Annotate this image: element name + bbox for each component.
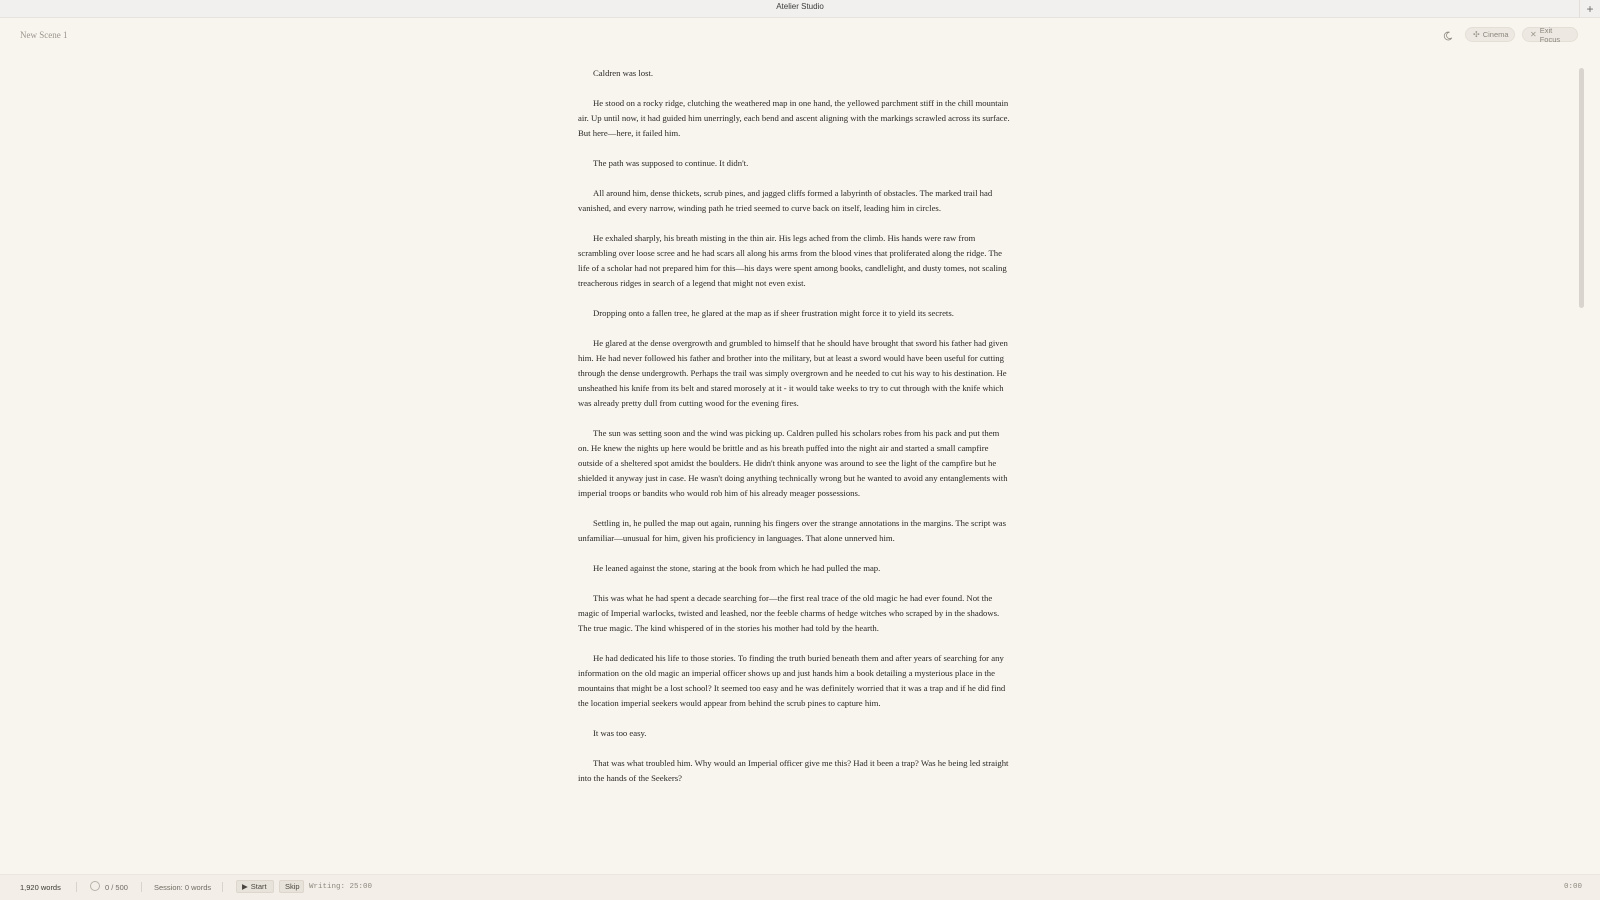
- manuscript-paragraph[interactable]: The sun was setting soon and the wind was picking up. Caldren pulled his scholars robes from his pack and put them on. He knew the nights up here would be brittle and as his breath puffed into the night air and started a small campfire outside of a sheltered spot amidst the boulders. He didn't think anyone was around to see the light of the campfire but he shielded it anyway just in case. He wasn't doing anything technically wrong but he wanted to avoid any entanglements with imperial troops or bandits who would rob him of his already meager possessions.: [578, 428, 1008, 498]
- focus-header: [0, 18, 1600, 52]
- manuscript-paragraph[interactable]: Settling in, he pulled the map out again, running his fingers over the strange annotations in the margins. The script was unfamiliar—unusual for him, given his proficiency in languages. That alone unnerved him.: [578, 518, 1006, 543]
- play-icon: ▶: [242, 882, 248, 891]
- moon-icon[interactable]: [1441, 29, 1455, 43]
- word-goal[interactable]: 0 / 500: [105, 883, 128, 892]
- manuscript-paragraph[interactable]: It was too easy.: [593, 728, 647, 738]
- close-icon: ✕: [1530, 30, 1537, 39]
- title-bar: [0, 0, 1600, 18]
- timer-skip-button[interactable]: [279, 880, 304, 893]
- divider: [141, 882, 142, 892]
- manuscript-paragraph[interactable]: He had dedicated his life to those stories. To finding the truth buried beneath them and after years of searching for any information on the old magic an imperial officer shows up and just hands him a book detailing a mysterious place in the mountains that might be a lost school? It seemed too easy and he was definitely worried that it was a trap and if he did find the location imperial seekers would appear from behind the scrub pines to capture him.: [578, 653, 1006, 708]
- timer-start-button[interactable]: [236, 880, 274, 893]
- manuscript-paragraph[interactable]: He glared at the dense overgrowth and grumbled to himself that he should have brought that sword his father had given him. He had never followed his father and brother into the military, but at least a sword would have been useful for cutting through the dense undergrowth. Perhaps the trail was simply overgrown and he needed to cut his way to his destination. He unsheathed his knife from its belt and stared morosely at it - it would take weeks to try to cut through with the knife which was already pretty dull from cutting wood for the evening fires.: [578, 338, 1008, 408]
- exit-focus-button[interactable]: [1522, 27, 1578, 42]
- manuscript-paragraph[interactable]: That was what troubled him. Why would an Imperial officer give me this? Had it been a trap? Was he being led straight into the hands of the Seekers?: [578, 758, 1009, 783]
- start-label: Start: [250, 882, 267, 891]
- divider: [222, 882, 223, 892]
- divider: [76, 882, 77, 892]
- cinema-icon: ✣: [1473, 30, 1480, 39]
- elapsed-clock: 0:00: [1563, 883, 1582, 891]
- manuscript-paragraph[interactable]: He exhaled sharply, his breath misting in the thin air. His legs ached from the climb. His hands were raw from scrambling over loose scree and he had scars all along his arms from the blood vines that proliferated along the ridge. The life of a scholar had not prepared him for this—his days were spent among books, candlelight, and dusty tomes, not scaling treacherous ridges in search of a legend that might not even exist.: [578, 233, 1007, 288]
- cinema-button[interactable]: [1465, 27, 1515, 42]
- manuscript-paragraph[interactable]: He leaned against the stone, staring at the book from which he had pulled the map.: [593, 563, 881, 573]
- scrollbar-thumb[interactable]: [1579, 68, 1584, 308]
- manuscript-paragraph[interactable]: He stood on a rocky ridge, clutching the weathered map in one hand, the yellowed parchment stiff in the chill mountain air. Up until now, it had guided him unerringly, each bend and ascent aligning with the markings scrawled across its surface. But here—here, it failed him.: [578, 98, 1010, 138]
- exit-focus-label: Exit Focus: [1539, 25, 1561, 44]
- writing-timer: Writing: 25:00: [309, 883, 373, 891]
- cinema-label: Cinema: [1482, 30, 1509, 39]
- status-bar: [0, 874, 1600, 900]
- manuscript-paragraph[interactable]: The path was supposed to continue. It didn't.: [593, 158, 749, 168]
- manuscript-paragraph[interactable]: All around him, dense thickets, scrub pines, and jagged cliffs formed a labyrinth of obstacles. The marked trail had vanished, and every narrow, winding path he tried seemed to curve back on itself, leading him in circles.: [578, 188, 993, 213]
- word-count: 1,920 words: [20, 883, 61, 892]
- scene-name[interactable]: New Scene 1: [20, 30, 68, 40]
- manuscript-paragraph[interactable]: Caldren was lost.: [593, 68, 654, 78]
- goal-progress-ring-icon: [90, 881, 100, 891]
- window-title: Atelier Studio: [776, 2, 824, 11]
- manuscript-paragraph[interactable]: This was what he had spent a decade searching for—the first real trace of the old magic he had ever found. Not the magic of Imperial warlocks, twisted and leashed, nor the feeble charms of hedge witches who scraped by in the shadows. The true magic. The kind whispered of in the stories his mother had told by the hearth.: [578, 593, 1000, 633]
- new-tab-plus-icon[interactable]: +: [1579, 0, 1600, 18]
- manuscript-editor[interactable]: [578, 66, 1010, 856]
- manuscript-paragraph[interactable]: Dropping onto a fallen tree, he glared at the map as if sheer frustration might force it to yield its secrets.: [593, 308, 954, 318]
- skip-label: Skip: [285, 882, 300, 891]
- session-words: Session: 0 words: [154, 883, 212, 892]
